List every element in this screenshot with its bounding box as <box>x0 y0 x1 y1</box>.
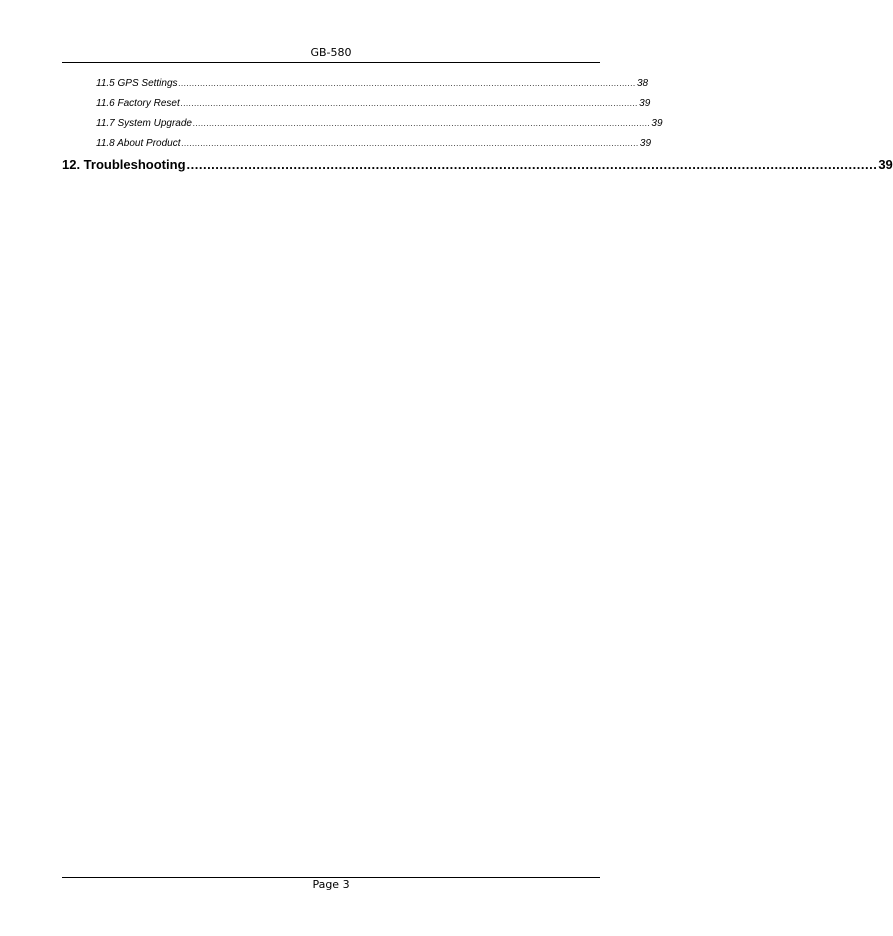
toc-entry-system-upgrade[interactable] <box>62 114 663 134</box>
toc-entry-page: 39 <box>878 157 893 172</box>
toc-entry-factory-reset[interactable] <box>62 94 651 114</box>
toc-entry-label: 11.6 Factory Reset <box>96 98 180 109</box>
dot-leader: ........................................................................................................................................................................ <box>192 119 651 128</box>
dot-leader: ........................................................................................................................................................................ <box>181 139 639 148</box>
dot-leader: ........................................................................................................................................................................ <box>178 79 636 88</box>
dot-leader: ........................................................................................................................................................................ <box>186 157 878 172</box>
header-divider <box>62 62 600 63</box>
toc-entry-gps-settings[interactable] <box>62 74 649 94</box>
toc-entry-label: 11.7 System Upgrade <box>96 118 192 129</box>
toc-entry-label: 11.5 GPS Settings <box>96 78 178 89</box>
dot-leader: ........................................................................................................................................................................ <box>180 99 639 108</box>
toc-entry-page: 39 <box>639 98 651 109</box>
table-of-contents <box>62 74 893 176</box>
toc-entry-page: 38 <box>636 78 649 89</box>
toc-entry-page: 39 <box>651 118 663 129</box>
document-title: GB-580 <box>310 46 352 59</box>
toc-entry-about-product[interactable] <box>62 134 652 154</box>
toc-entry-troubleshooting[interactable] <box>62 154 893 176</box>
toc-entry-page: 39 <box>639 138 652 149</box>
toc-entry-label: 11.8 About Product <box>96 138 181 149</box>
page-number: Page 3 <box>312 878 350 891</box>
toc-entry-label: 12. Troubleshooting <box>62 157 186 172</box>
